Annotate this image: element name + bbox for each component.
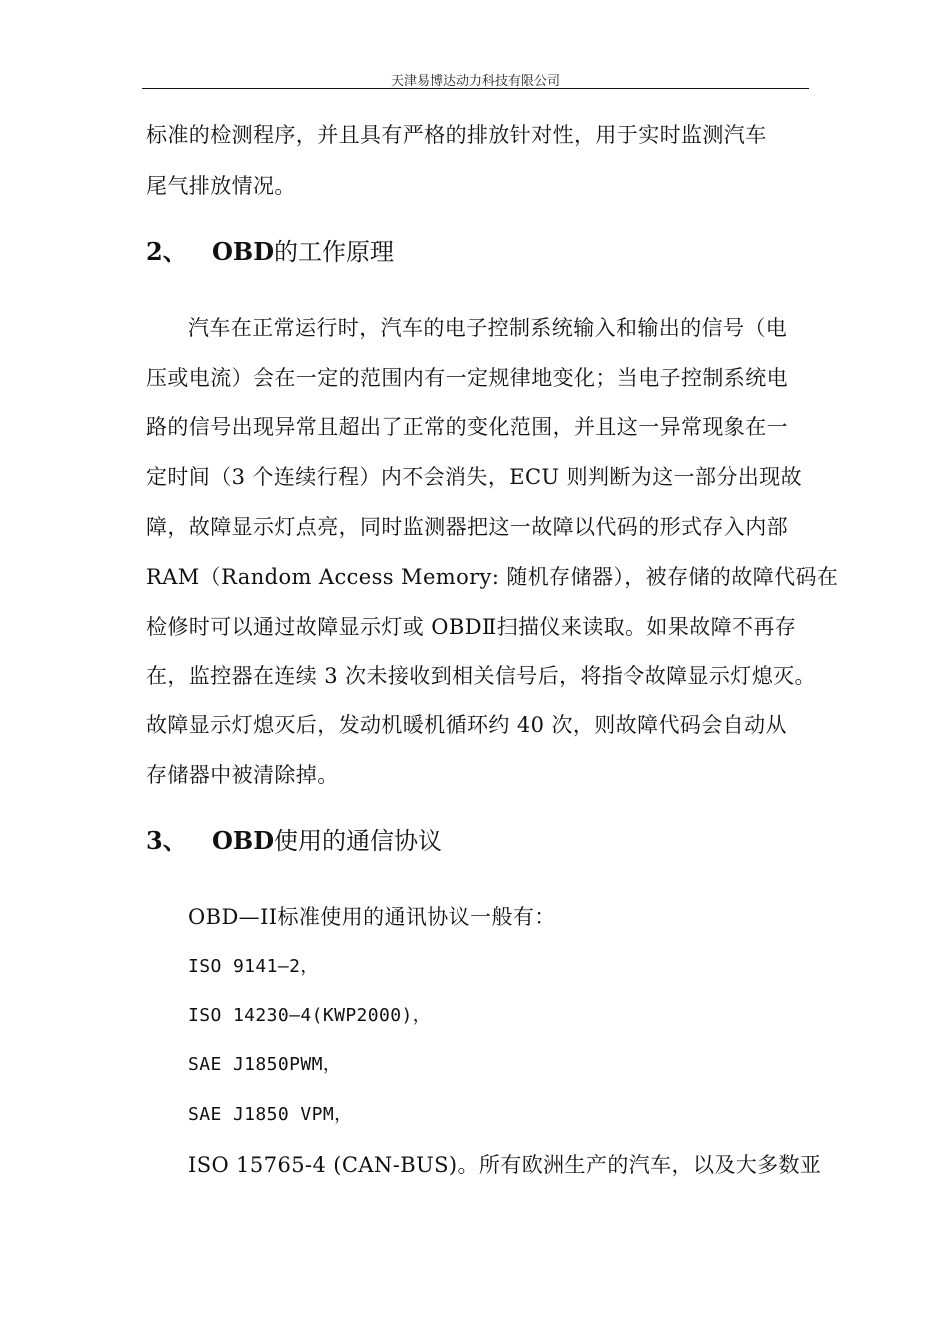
section-3-line-1: OBD—II标准使用的通讯协议一般有： [188,905,556,929]
section-2-line-6: RAM（Random Access Memory: 随机存储器），被存储的故障代码在 [146,565,839,589]
page-header: 天津易博达动力科技有限公司 [390,74,560,89]
section-2-title: 的工作原理 [274,238,395,266]
section-2-line-7: 检修时可以通过故障显示灯或 OBDⅡ扫描仪来读取。如果故障不再存 [146,615,797,639]
section-2-line-1: 汽车在正常运行时，汽车的电子控制系统输入和输出的信号（电 [188,316,788,340]
section-2-keyword: OBD [212,237,275,266]
section-3-number: 3、 [146,826,187,855]
header-rule [142,88,809,89]
section-3-title: 使用的通信协议 [274,827,443,855]
section-2-line-8: 在，监控器在连续 3 次未接收到相关信号后，将指令故障显示灯熄灭。 [146,664,816,688]
section-2-line-3: 路的信号出现异常且超出了正常的变化范围，并且这一异常现象在一 [146,415,788,439]
section-3-heading [146,825,442,857]
section-3-line-4: SAE J1850PWM， [188,1054,342,1075]
section-2-heading [146,236,394,268]
intro-line-1: 标准的检测程序，并且具有严格的排放针对性，用于实时监测汽车 [146,123,767,147]
section-3-line-5: SAE J1850 VPM， [188,1104,353,1125]
section-2-line-5: 障，故障显示灯点亮，同时监测器把这一故障以代码的形式存入内部 [146,515,788,539]
section-2-line-4: 定时间（3 个连续行程）内不会消失，ECU 则判断为这一部分出现故 [146,465,803,489]
section-2-line-9: 故障显示灯熄灭后，发动机暖机循环约 40 次，则故障代码会自动从 [146,713,787,737]
section-2-line-10: 存储器中被清除掉。 [146,763,339,787]
section-2-number: 2、 [146,237,187,266]
section-2-line-2: 压或电流）会在一定的范围内有一定规律地变化；当电子控制系统电 [146,366,788,390]
section-3-line-2: ISO 9141—2， [188,956,319,977]
section-3-keyword: OBD [212,826,275,855]
intro-line-2: 尾气排放情况。 [146,174,296,198]
section-3-line-6: ISO 15765-4 (CAN-BUS)。所有欧洲生产的汽车，以及大多数亚 [188,1153,822,1177]
section-3-line-3: ISO 14230—4(KWP2000)， [188,1005,432,1026]
